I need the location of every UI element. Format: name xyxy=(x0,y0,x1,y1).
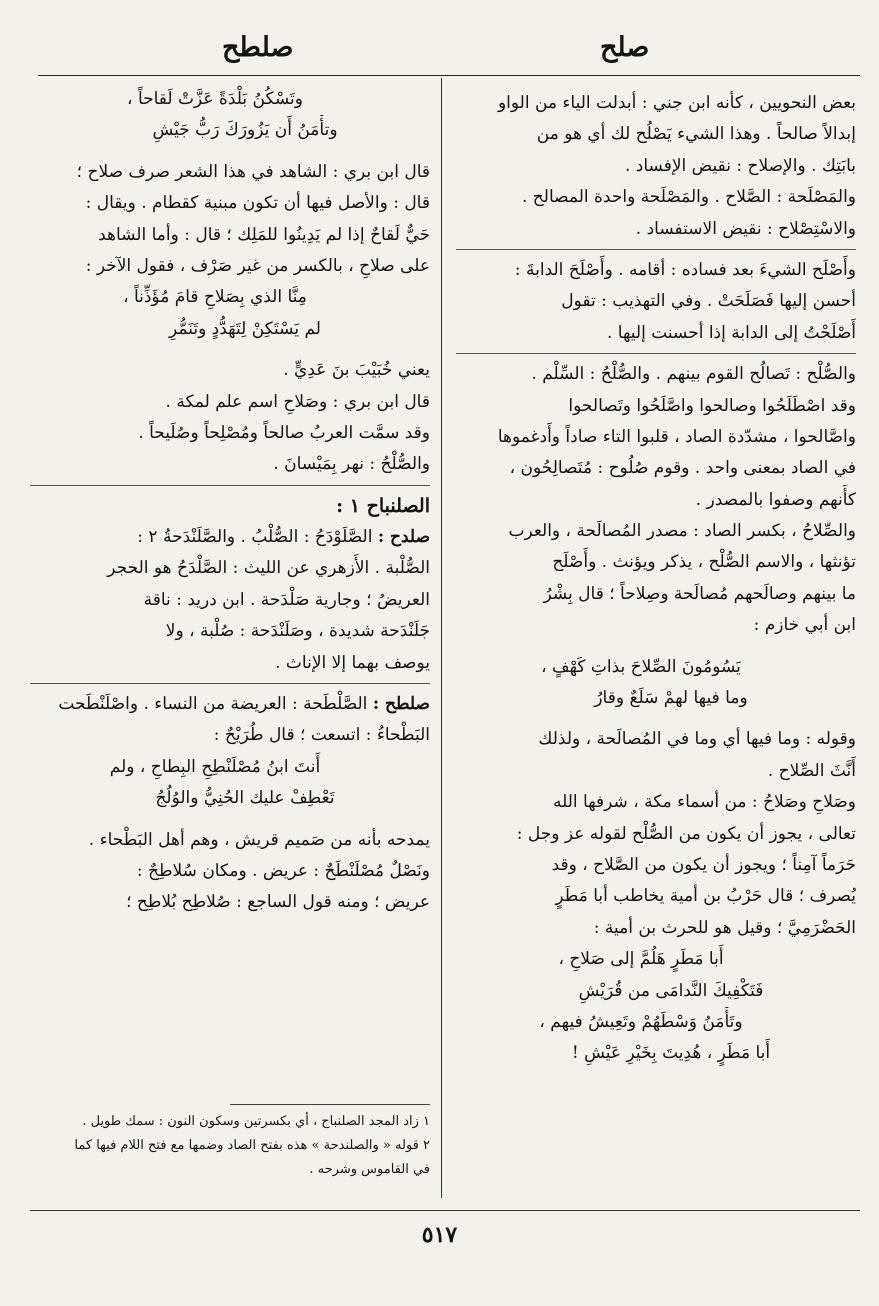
text-line: وقد سمَّت العربُ صالحاً ومُصْلِحاً وصُلَيحاً . xyxy=(138,422,430,443)
left-column xyxy=(30,84,430,919)
text-line: يوصف بهما إلا الإناث . xyxy=(275,652,430,673)
verse-line: وتَسْكُنُ بَلْدَةً عَزَّتْ لَقاحاً ، xyxy=(127,89,303,109)
text-line: بعض النحويين ، كأنه ابن جني : أبدلت الياء من الواو xyxy=(497,93,856,113)
text-line: والمَصْلَحة : الصَّلاح . والمَصْلَحة واحدة المصالح . xyxy=(522,187,856,208)
text-line: حَرَماً آمِناً ؛ ويجوز أن يكون من الصَّلاح ، وقد xyxy=(551,854,856,875)
paragraph-divider xyxy=(30,683,430,684)
text-line: إبدالاً صالحاً . وهذا الشيء يَصْلُح لك أي هو من xyxy=(536,124,856,145)
header-rule xyxy=(38,75,860,76)
verse-line: تَعْطِفْ عليك الحُنِيُّ والوُلُجُ xyxy=(155,788,335,809)
paragraph-divider xyxy=(456,249,856,250)
text-line: وأَصْلَح الشيءَ بعد فساده : أقامه . وأَصْلَحَ الدابةَ : xyxy=(514,259,856,280)
verse-line: يَسُومُونَ الصِّلاحَ بذاتِ كَهْفٍ ، xyxy=(541,656,741,677)
text-line: والصُّلْح : تَصالُح القوم بينهم . والصُّلْحُ : السِّلْم . xyxy=(531,364,856,385)
text-line: أحسن إليها فَصَلَحَتْ . وفي التهذيب : تقول xyxy=(561,291,856,312)
text-line: قال : والأصل فيها أن تكون مبنية كقطام . ويقال : xyxy=(85,193,430,214)
verse-line: أَبا مَطَرٍ هَلُمَّ إلى صَلاحِ ، xyxy=(558,949,724,970)
text-line: يعني خُبَيْبَ بنَ عَدِيٍّ . xyxy=(283,360,430,381)
text-line: على صلاحِ ، بالكسر من غير صَرْف ، فقول الآخر : xyxy=(85,255,430,276)
text-line: أَصْلَحْتُ إلى الدابة إذا أحسنت إليها . xyxy=(606,322,856,343)
text-line: في الصاد بمعنى واحد . وقوم صُلُوح : مُتَصالِحُون ، xyxy=(509,458,856,479)
verse-line: مِنَّا الذي بِصَلاحِ قامَ مُؤَذِّناً ، xyxy=(123,287,307,308)
verse-line: وما فيها لهمْ سَلَعٌ وقارُ xyxy=(594,688,748,709)
footnote: في القاموس وشرحه . xyxy=(309,1162,430,1177)
text-line: والصِّلاحُ ، بكسر الصاد : مصدر المُصالَحة ، والعرب xyxy=(508,521,856,542)
text-line: بابَتِك . والإصلاح : نقيض الإفساد . xyxy=(625,155,856,176)
text-line: قال ابن بري : وصَلاحِ اسم علم لمكة . xyxy=(165,391,430,412)
verse-line: فَتَكْفِيكَ النَّدامَى من قُرَيْشِ xyxy=(578,980,764,1001)
right-column xyxy=(456,88,856,1070)
footer-rule xyxy=(30,1210,860,1211)
text-line: والصُّلْحُ : نهر بِمَيْسانَ . xyxy=(273,454,430,475)
text-line: تعالى ، يجوز أن يكون من الصُّلْح لقوله عز وجل : xyxy=(516,823,856,844)
entry-salta-first-line xyxy=(30,689,430,720)
text-line: واصَّالحوا ، مشدّدة الصاد ، قلبوا التاء صاداً وأَدغموها xyxy=(497,426,856,447)
text-line: وقوله : وما فيها أي وما في المُصالَحة ، ولذلك xyxy=(538,729,856,750)
footnote: ٢ قوله « والصلندحة » هذه بفتح الصاد وضمها مع فتح اللام فيها كما xyxy=(74,1138,430,1153)
footnotes xyxy=(30,1110,430,1182)
text-line: ابن أبي خازم : xyxy=(753,615,856,636)
header-root-right: صلح xyxy=(600,32,650,63)
verse-line: أَبا مَطَرٍ ، هُدِيتَ بِخَيْرِ عَيْشِ ! xyxy=(571,1043,771,1064)
column-divider xyxy=(441,78,442,1198)
verse-line: وتأْمَنُ أَن يَزُورَكَ رَبُّ جَيْشِ xyxy=(152,120,338,141)
text-line: وقد اصْطَلَحُوا وصالحوا واصَّلَحُوا وتَصالحوا xyxy=(568,395,856,416)
text-line: جَلَنْدَحة شديدة ، وصَلَنْدَحة : صُلْبة ، ولا xyxy=(165,621,430,642)
text-line: كأَنهم وصفوا بالمصدر . xyxy=(695,489,856,510)
text-line: حَيٌّ لَقاحٌ إذا لم يَدِينُوا للمَلِك ؛ قال : وأما الشاهد xyxy=(98,224,430,245)
text-line: الصُّلْبة . الأَزهري عن الليث : الصَّلْدَحُ هو الحجر xyxy=(107,558,430,579)
text-line: والاسْتِصْلاح : نقيض الاستفساد . xyxy=(635,218,856,239)
entry-salda-first-line xyxy=(30,522,430,553)
text-line: تؤنثها ، والاسم الصُّلْح ، يذكر ويؤنث . وأَصْلَح xyxy=(552,552,856,573)
entry-head-salta: صلطح : xyxy=(372,694,430,715)
text-line: الصَّلَوْدَحُ : الصُّلْبُ . والصَّلَنْدَحةُ ٢ : xyxy=(137,527,373,548)
text-line: يمدحه بأنه من صَميم قريش ، وهم أهل البَطْحاء . xyxy=(88,829,430,850)
page-number: ٥١٧ xyxy=(421,1222,458,1248)
text-line: وصَلاحِ وصَلاحُ : من أسماء مكة ، شرفها الله xyxy=(552,792,856,813)
footnote: ١ زاد المجد الصلنباح ، أي بكسرتين وسكون النون : سمك طويل . xyxy=(82,1114,430,1129)
text-line: الحَضْرَمِيَّ ؛ وقيل هو للحرث بن أمية : xyxy=(593,917,856,938)
text-line: يُصرف ؛ قال حَرْبُ بن أمية يخاطب أبا مَطَرٍ xyxy=(555,886,856,907)
text-line: البَطْحاءُ : اتسعت ؛ قال طُرَيْحٌ : xyxy=(213,725,430,746)
header-root-left: صلطح xyxy=(222,32,294,63)
verse-line: وتَأْمَنُ وَسْطَهُمْ وتَعِيشُ فيهم ، xyxy=(539,1011,743,1032)
paragraph-divider xyxy=(30,485,430,486)
text-line: عريض ؛ ومنه قول الساجع : صُلاطِح بُلاطِح ؛ xyxy=(126,892,430,913)
text-line: ما بينهم وصالَحهم مُصالَحة وصِلاحاً ؛ قال بِشْرُ xyxy=(543,583,856,604)
verse-line: أَنتَ ابنُ مُصْلَنْطِحِ البِطاحِ ، ولم xyxy=(109,756,321,777)
footnote-rule xyxy=(230,1104,430,1105)
entry-head-salda: صلدح : xyxy=(377,527,430,548)
text-line: العريضُ ؛ وجارية صَلْدَحة . ابن دريد : ناقة xyxy=(143,589,430,610)
text-line: أَنَّثَ الصِّلاح . xyxy=(767,760,856,781)
text-line: قال ابن بري : الشاهد في هذا الشعر صرف صلاح ؛ xyxy=(76,161,430,182)
entry-title-salanbah: الصلنباح ١ : xyxy=(336,494,430,517)
paragraph-divider xyxy=(456,353,856,354)
verse-line: لم يَسْتَكِنْ لِتَهَدُّدٍ وتَنَمُّرِ xyxy=(169,318,321,339)
page-header xyxy=(0,32,879,72)
text-line: الصَّلْطَحة : العريضة من النساء . واصْلَنْطَحت xyxy=(58,694,368,715)
text-line: ونَصْلٌ مُصْلَنْطَحٌ : عريض . ومكان سُلاطِحٌ : xyxy=(136,860,430,881)
